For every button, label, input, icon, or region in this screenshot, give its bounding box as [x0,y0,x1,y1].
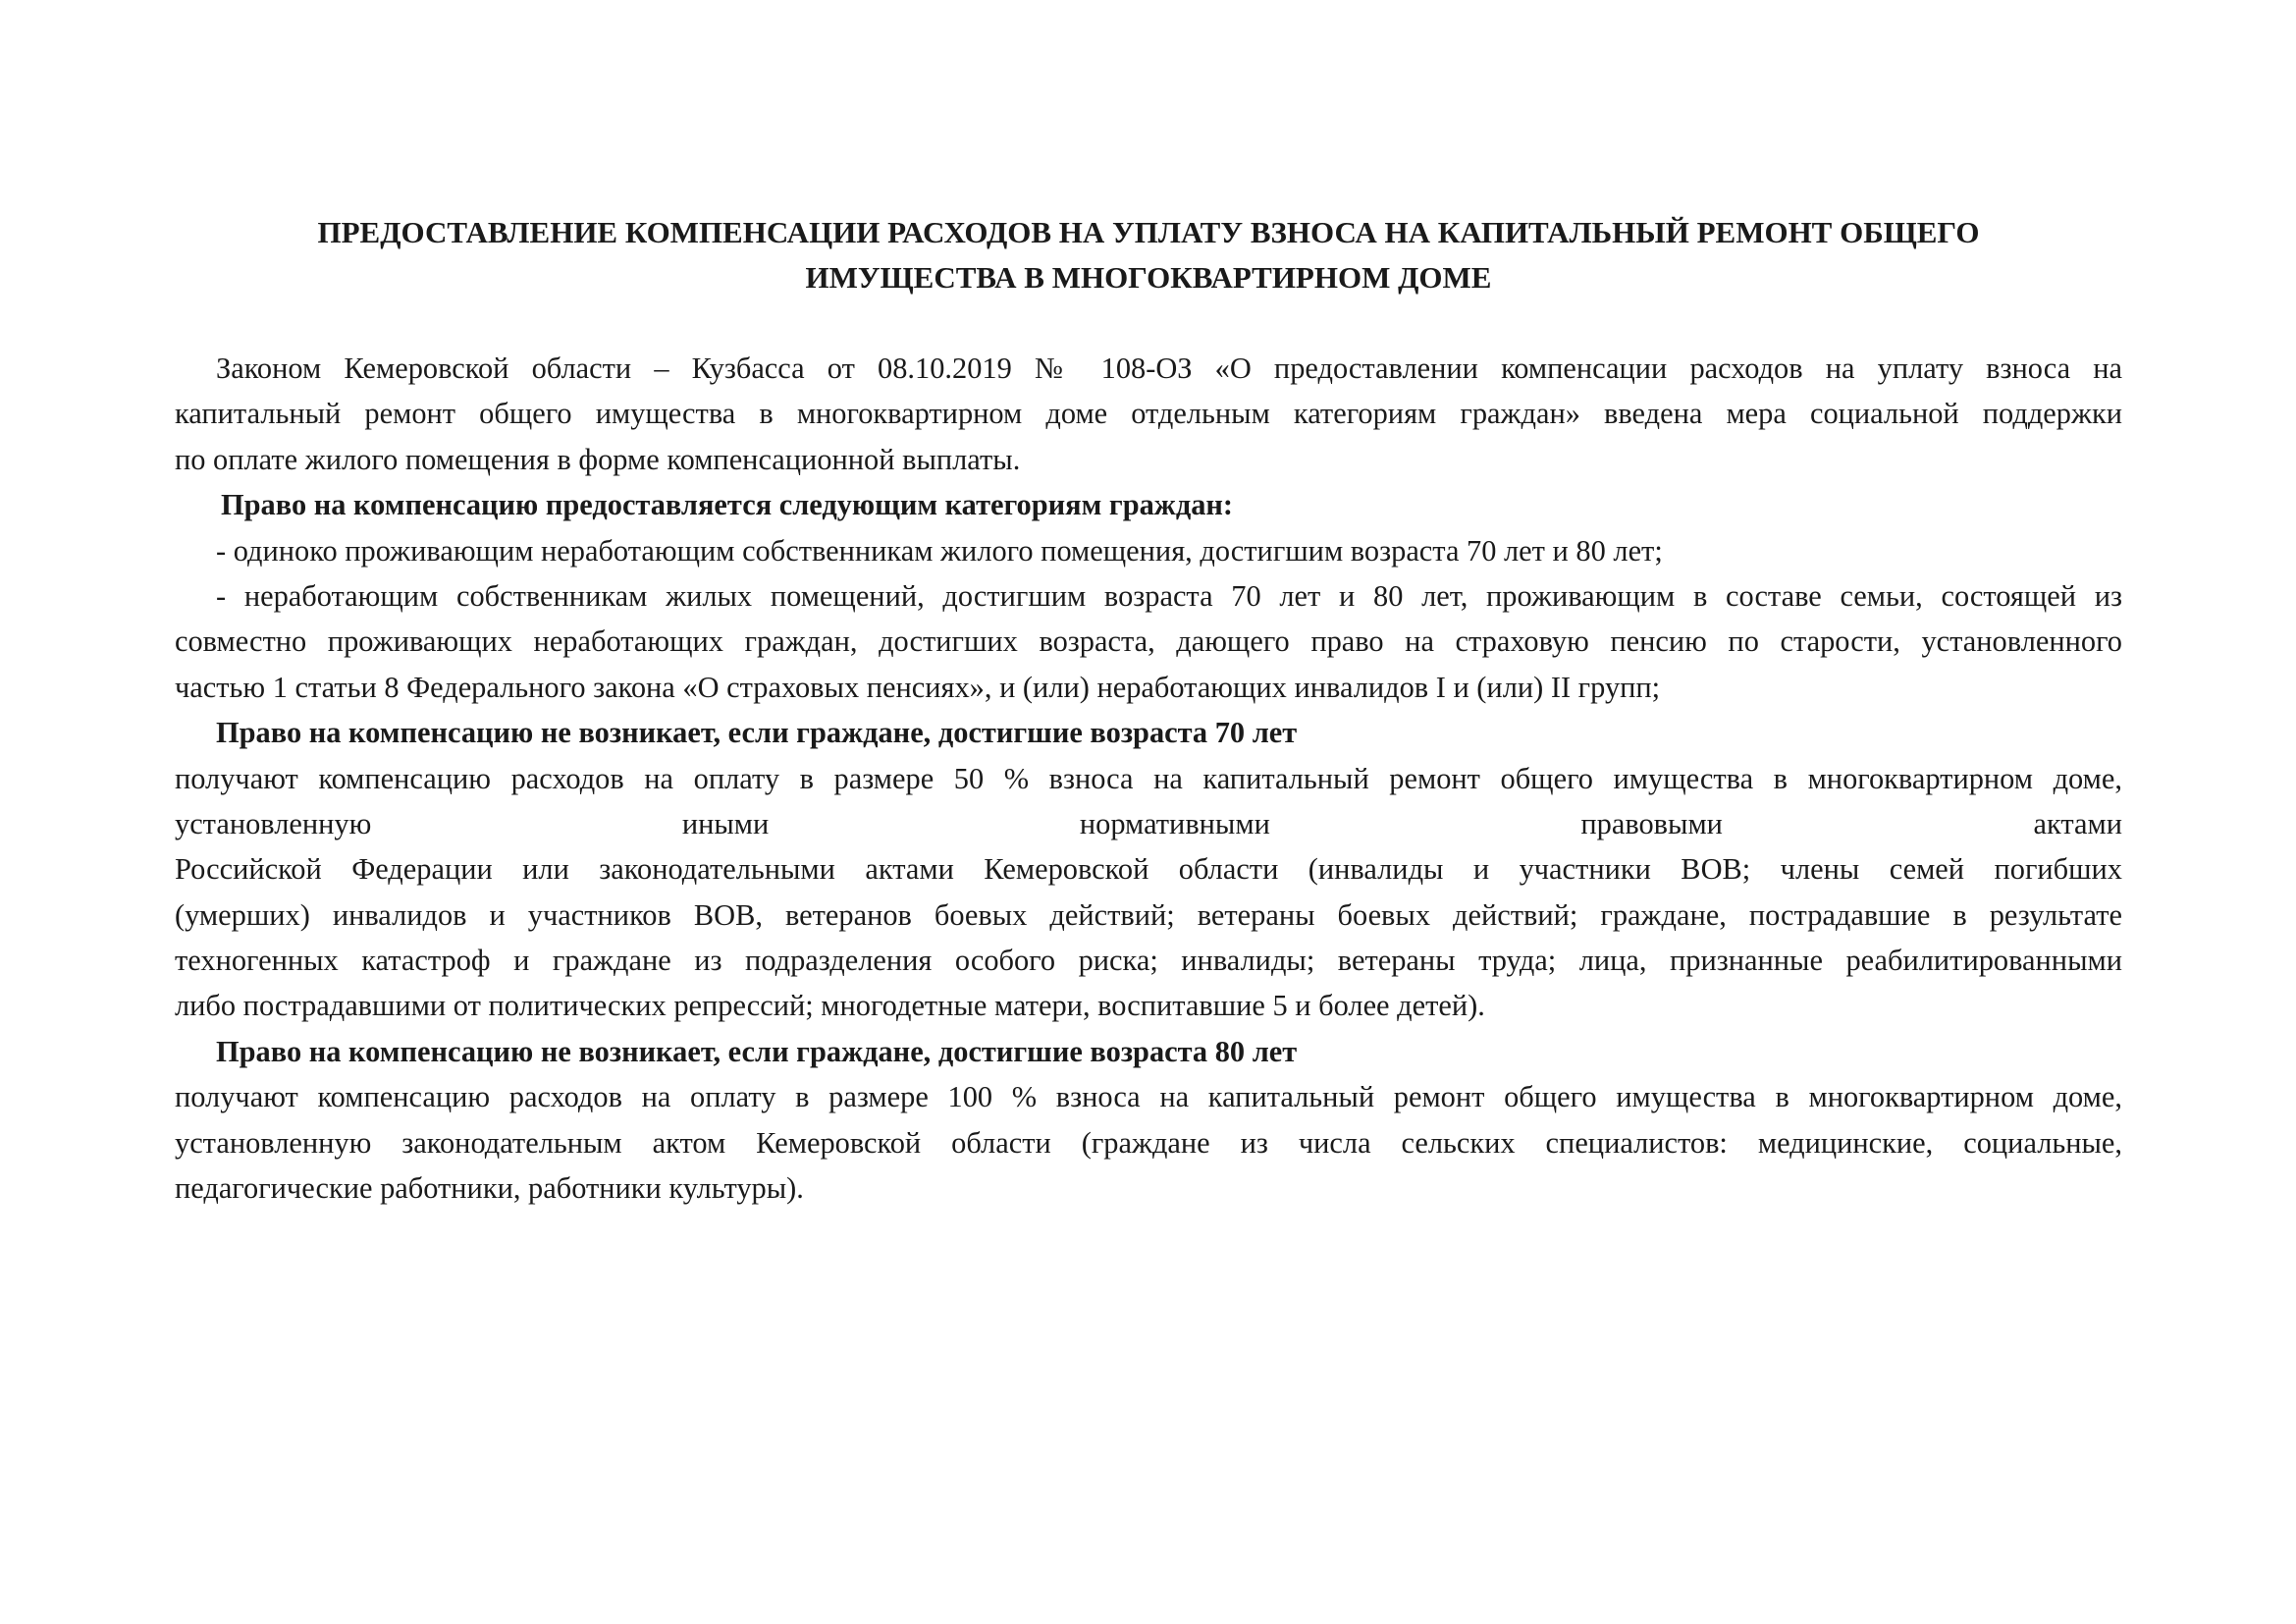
body-line-11: установленную иными нормативными правовыми актами [175,806,2122,840]
body-line-14: техногенных катастроф и граждане из подразделения особого риска; инвалиды; ветераны труда; лица, признанные реабилитированными [175,944,2122,978]
title-line-1: ПРЕДОСТАВЛЕНИЕ КОМПЕНСАЦИИ РАСХОДОВ НА УПЛАТУ ВЗНОСА НА КАПИТАЛЬНЫЙ РЕМОНТ ОБЩЕГО [317,215,1980,249]
document-body [175,346,2122,1211]
body-line-2: капитальный ремонт общего имущества в многоквартирном доме отдельным категориям граждан» введена мера социальной поддержки [175,397,2122,431]
body-line-7: совместно проживающих неработающих граждан, достигших возраста, дающего право на страховую пенсию по старости, установленного [175,624,2122,659]
section-heading-no-right-70: Право на компенсацию не возникает, если граждане, достигшие возраста 70 лет [216,716,1298,750]
body-line-8: частью 1 статьи 8 Федерального закона «О страховых пенсиях», и (или) неработающих инвалидов I и (или) II групп; [175,670,1661,704]
body-line-3: по оплате жилого помещения в форме компенсационной выплаты. [175,442,1021,476]
body-line-15: либо пострадавшими от политических репрессий; многодетные матери, воспитавшие 5 и более детей). [175,989,1485,1023]
list-item-single-owners: - одиноко проживающим неработающим собственникам жилого помещения, достигшим возраста 70 лет и 80 лет; [216,533,1663,568]
section-heading-eligible-categories: Право на компенсацию предоставляется следующим категориям граждан: [221,488,1234,522]
body-line-1: Законом Кемеровской области – Кузбасса от 08.10.2019 № 108-ОЗ «О предоставлении компенсации расходов на уплату взноса на [216,352,2122,385]
body-line-13: (умерших) инвалидов и участников ВОВ, ветеранов боевых действий; ветераны боевых действий; граждане, пострадавшие в результате [175,897,2122,932]
list-item-family-owners: - неработающим собственникам жилых помещений, достигшим возраста 70 лет и 80 лет, проживающим в составе семьи, состоящей из [216,578,2122,613]
body-line-18: установленную законодательным актом Кемеровской области (граждане из числа сельских специалистов: медицинские, социальные, [175,1125,2122,1160]
document-title [175,210,2122,300]
body-line-10: получают компенсацию расходов на оплату в размере 50 % взноса на капитальный ремонт общего имущества в многоквартирном доме, [175,761,2122,795]
title-line-2: ИМУЩЕСТВА В МНОГОКВАРТИРНОМ ДОМЕ [805,260,1492,295]
body-line-19: педагогические работники, работники культуры). [175,1171,804,1206]
body-line-12: Российской Федерации или законодательными актами Кемеровской области (инвалиды и участники ВОВ; члены семей погибших [175,852,2122,887]
body-line-17: получают компенсацию расходов на оплату в размере 100 % взноса на капитальный ремонт общего имущества в многоквартирном доме, [175,1080,2122,1114]
section-heading-no-right-80: Право на компенсацию не возникает, если граждане, достигшие возраста 80 лет [216,1034,1298,1068]
